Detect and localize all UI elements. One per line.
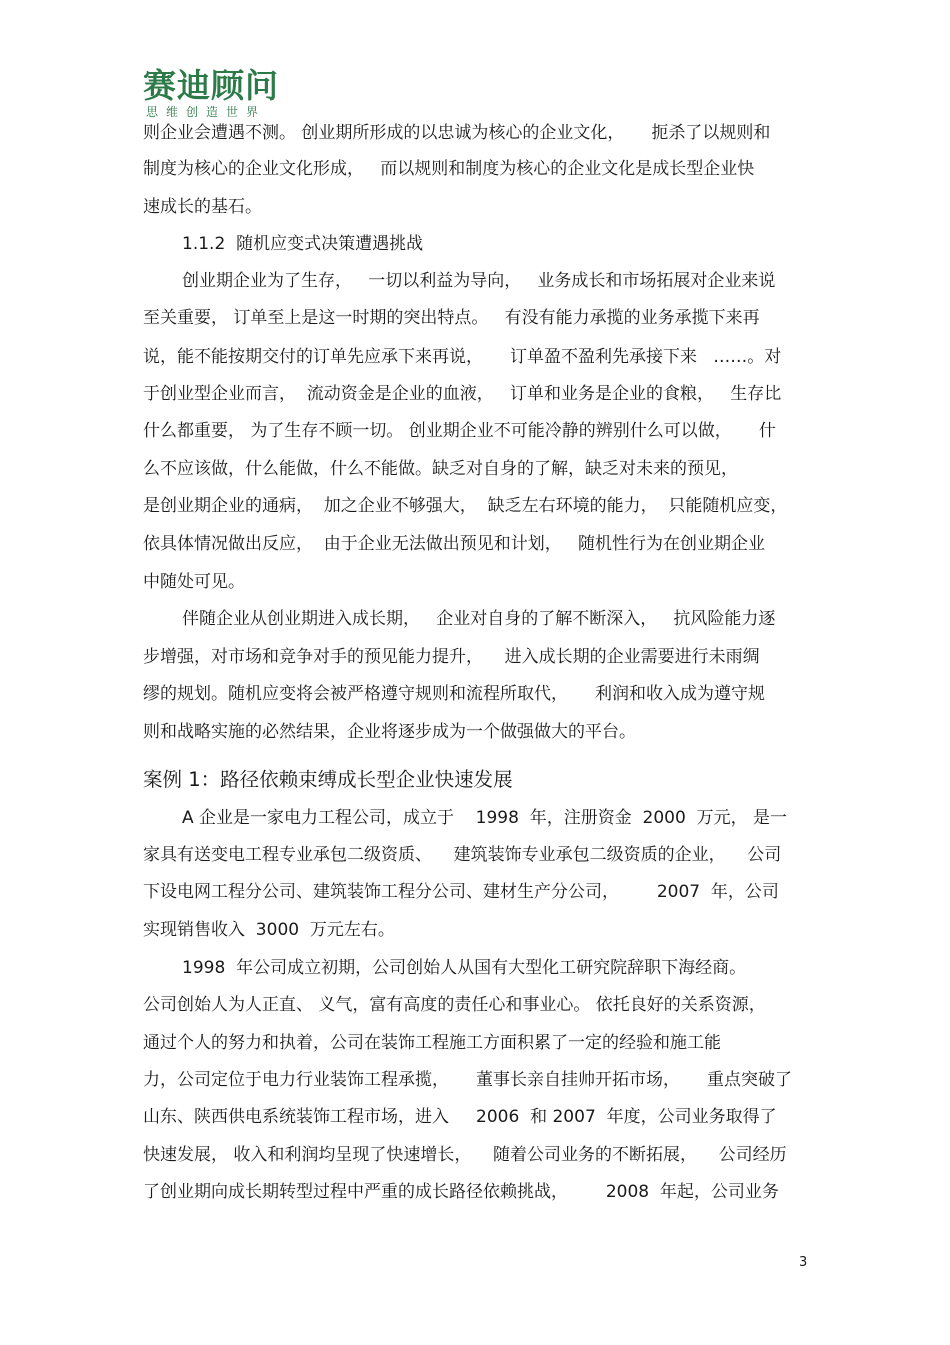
paragraph-line: 至关重要， 订单至上是这一时期的突出特点。 有没有能力承揽的业务承揽下来再 bbox=[143, 308, 760, 328]
paragraph-line: 快速发展， 收入和利润均呈现了快速增长， 随着公司业务的不断拓展， 公司经历 bbox=[143, 1145, 787, 1165]
paragraph-line: 伴随企业从创业期进入成长期， 企业对自身的了解不断深入， 抗风险能力逐 bbox=[182, 609, 776, 629]
paragraph-line: 实现销售收入 3000 万元左右。 bbox=[143, 920, 395, 940]
paragraph-line: 则和战略实施的必然结果，企业将逐步成为一个做强做大的平台。 bbox=[143, 722, 636, 742]
paragraph-line: 力，公司定位于电力行业装饰工程承揽， 董事长亲自挂帅开拓市场， 重点突破了 bbox=[143, 1070, 793, 1090]
company-logo bbox=[143, 68, 279, 119]
paragraph-line: 通过个人的努力和执着，公司在装饰工程施工方面积累了一定的经验和施工能 bbox=[143, 1033, 721, 1053]
paragraph-line: 家具有送变电工程专业承包二级资质、 建筑装饰专业承包二级资质的企业， 公司 bbox=[143, 845, 782, 865]
paragraph-line: 说，能不能按期交付的订单先应承下来再说， 订单盈不盈利先承接下来 ……。对 bbox=[143, 347, 782, 367]
paragraph-line: 速成长的基石。 bbox=[143, 197, 262, 217]
paragraph-line: 是创业期企业的通病， 加之企业不够强大， 缺乏左右环境的能力， 只能随机应变， bbox=[143, 496, 788, 516]
paragraph-line: 山东、陕西供电系统装饰工程市场，进入 2006 和 2007 年度，公司业务取得了 bbox=[143, 1107, 777, 1127]
paragraph-line: 什么都重要， 为了生存不顾一切。 创业期企业不可能冷静的辨别什么可以做， 什 bbox=[143, 421, 776, 441]
logo-slogan: 思维创造世界 bbox=[146, 105, 267, 119]
paragraph-line: 于创业型企业而言， 流动资金是企业的血液， 订单和业务是企业的食粮， 生存比 bbox=[143, 384, 782, 404]
paragraph-line: 缪的规划。随机应变将会被严格遵守规则和流程所取代， 利润和收入成为遵守规 bbox=[143, 684, 766, 704]
paragraph-line: 制度为核心的企业文化形成， 而以规则和制度为核心的企业文化是成长型企业快 bbox=[143, 159, 755, 179]
paragraph-line: 创业期企业为了生存， 一切以利益为导向， 业务成长和市场拓展对企业来说 bbox=[182, 271, 776, 291]
paragraph-line: 依具体情况做出反应， 由于企业无法做出预见和计划， 随机性行为在创业期企业 bbox=[143, 534, 766, 554]
section-subheading: 1.1.2 随机应变式决策遭遇挑战 bbox=[182, 234, 424, 254]
logo-title: 赛迪顾问 bbox=[143, 66, 279, 105]
paragraph-line: 么不应该做，什么能做，什么不能做。缺乏对自身的了解，缺乏对未来的预见， bbox=[143, 459, 738, 479]
paragraph-line: 则企业会遭遇不测。 创业期所形成的以忠诚为核心的企业文化， 扼杀了以规则和 bbox=[143, 123, 771, 143]
page-number: 3 bbox=[799, 1255, 808, 1270]
case-heading: 案例 1：路径依赖束缚成长型企业快速发展 bbox=[143, 768, 513, 791]
paragraph-line: 了创业期向成长期转型过程中严重的成长路径依赖挑战， 2008 年起，公司业务 bbox=[143, 1182, 779, 1202]
paragraph-line: 1998 年公司成立初期，公司创始人从国有大型化工研究院辞职下海经商。 bbox=[182, 958, 747, 978]
paragraph-line: 下设电网工程分公司、建筑装饰工程分公司、建材生产分公司， 2007 年，公司 bbox=[143, 882, 779, 902]
paragraph-line: 步增强，对市场和竞争对手的预见能力提升， 进入成长期的企业需要进行未雨绸 bbox=[143, 647, 760, 667]
paragraph-line: A 企业是一家电力工程公司，成立于 1998 年，注册资金 2000 万元， 是一 bbox=[182, 808, 788, 828]
paragraph-line: 公司创始人为人正直、 义气，富有高度的责任心和事业心。 依托良好的关系资源， bbox=[143, 995, 766, 1015]
paragraph-line: 中随处可见。 bbox=[143, 572, 245, 592]
